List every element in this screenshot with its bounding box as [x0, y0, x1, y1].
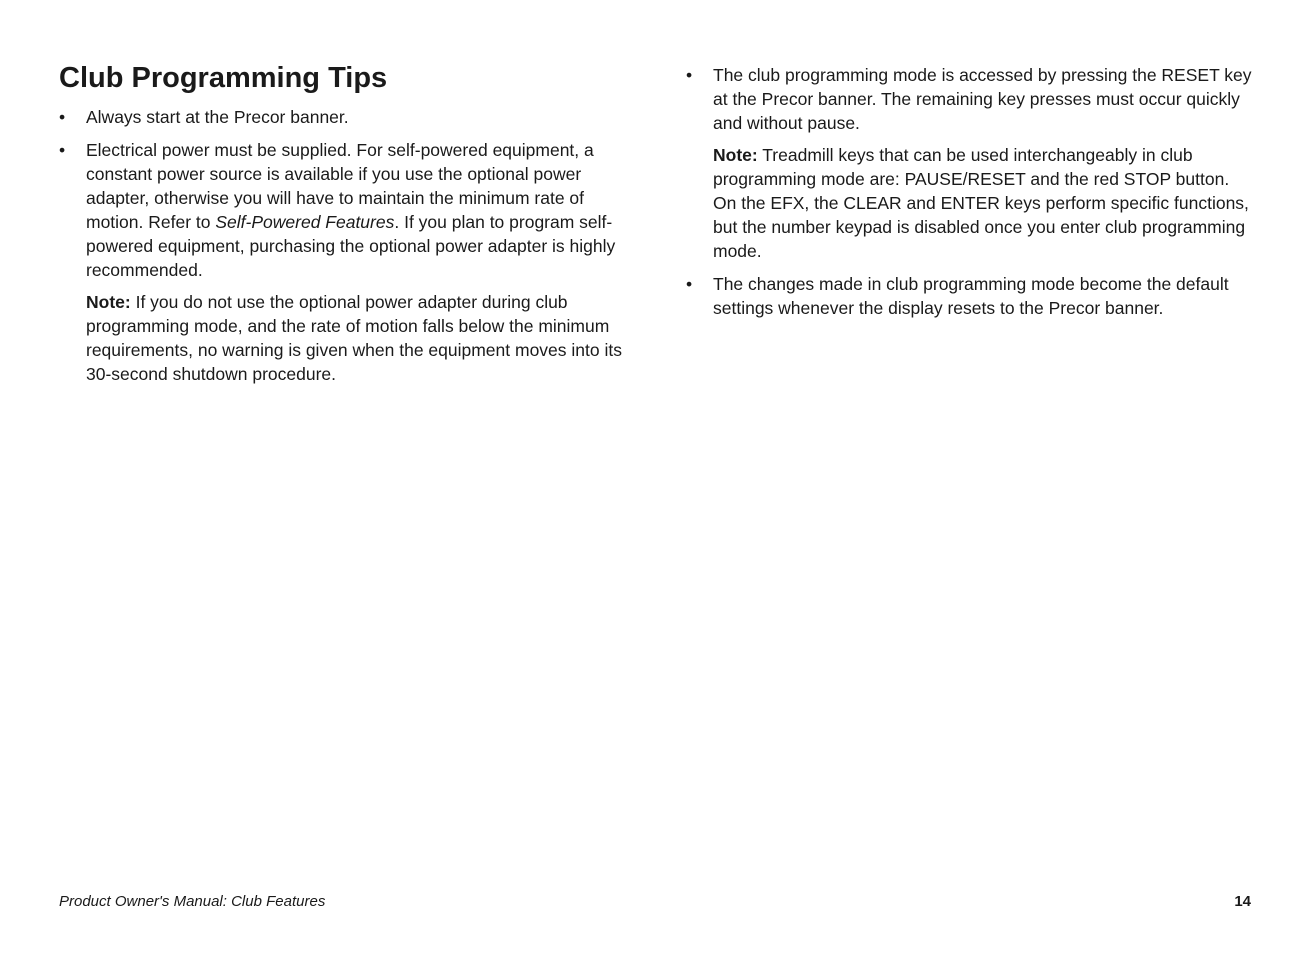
- footer-manual-title: Product Owner's Manual: Club Features: [59, 893, 326, 910]
- list-item: [686, 272, 1256, 320]
- list-item: [59, 138, 634, 386]
- note-text: If you do not use the optional power adapter during club programming mode, and the rate of motion falls below the minimum requirements, no warning is given when the equipment moves into its 30-second shutdown procedure.: [86, 292, 622, 384]
- bullet-icon: •: [59, 107, 66, 127]
- list-item: [59, 105, 634, 129]
- tip-text-start: Electrical power must be supplied. For self-powered equipment, a constant power source is available if you use the optional power adapter, otherwise you will have to maintain the minimum rate of motion. Refer to: [86, 140, 594, 232]
- tip-text: The club programming mode is accessed by pressing the RESET key at the Precor banner. The remaining key presses must occur quickly and without pause.: [713, 65, 1252, 133]
- bullet-icon: •: [59, 140, 66, 160]
- note-label: Note:: [713, 145, 758, 165]
- page-number: 14: [1234, 893, 1251, 910]
- tip-text: [86, 138, 634, 282]
- note-label: Note:: [86, 292, 131, 312]
- bullet-icon: •: [686, 65, 693, 85]
- tip-text: Always start at the Precor banner.: [86, 107, 349, 127]
- note: [713, 143, 1256, 263]
- bullet-icon: •: [686, 274, 693, 294]
- list-item: [686, 63, 1256, 263]
- tip-text: The changes made in club programming mode become the default settings whenever the display resets to the Precor banner.: [713, 274, 1229, 318]
- note: [86, 290, 634, 386]
- note-text: Treadmill keys that can be used interchangeably in club programming mode are: PAUSE/RESET and the red STOP button. On the EFX, the CLEAR and ENTER keys perform specific functions, but the number keypad is disabled once you enter club programming mode.: [713, 145, 1249, 261]
- tip-text-end: . If you plan to program self-powered equipment, purchasing the optional power adapter is highly recommended.: [86, 212, 616, 280]
- right-tips-list: [686, 63, 1256, 329]
- page-title: Club Programming Tips: [59, 62, 388, 94]
- left-tips-list: [59, 105, 634, 395]
- cross-reference: Self-Powered Features: [215, 212, 395, 232]
